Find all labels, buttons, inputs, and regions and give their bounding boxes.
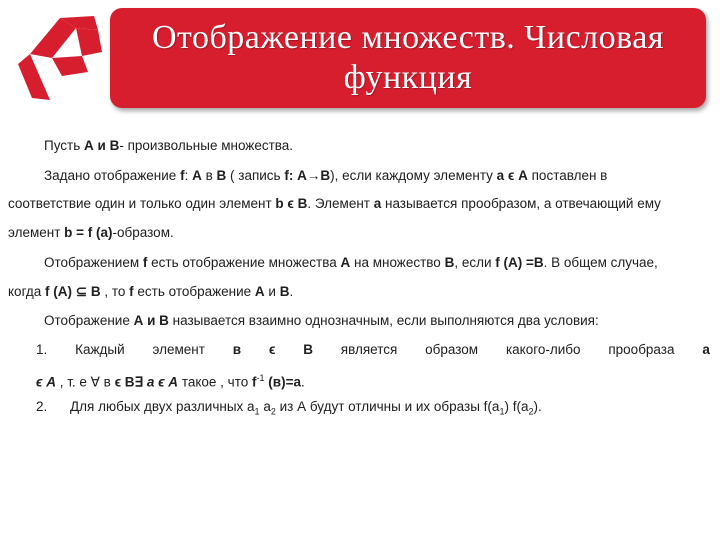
paragraph-7: Отображение А и В называется взаимно однозначным, если выполняются два условия: (44, 313, 599, 328)
list-item-1: 1. Каждый элемент в ϵ В является образом какого-либо прообраза а (36, 342, 710, 357)
paragraph-2: Задано отображение f: А в В ( запись f: А→В), если каждому элементу а ϵ А поставлен в (44, 168, 608, 183)
paragraph-6: когда f (A) ⊆ B , то f есть отображение А и В. (8, 284, 294, 299)
paragraph-1: Пусть А и В- произвольные множества. (44, 138, 294, 153)
list-item-2: 2. Для любых двух различных $а_1$ $а_2$ из А будут отличны и их образы $f(а_1)$ $f(а_2)$. (36, 399, 542, 417)
page-title-line-2: функция (343, 59, 473, 96)
page-title-line-1: Отображение множеств. Числовая (151, 19, 664, 56)
logo-icon (10, 12, 110, 108)
paragraph-4: элемент b = f (а)-образом. (8, 225, 174, 240)
list-item-1-continued: ϵ А , т. е ∀ в ϵ В∃ а ϵ А такое , что $f^{-1}$ (в)=а. (36, 373, 305, 390)
paragraph-3: соответствие один и только один элемент b ϵ В. Элемент а называется прообразом, а отвечающий ему (8, 196, 661, 211)
paragraph-5: Отображением f есть отображение множества А на множество В, если f (А) =В. В общем случае, (44, 255, 658, 270)
title-banner (110, 8, 706, 108)
